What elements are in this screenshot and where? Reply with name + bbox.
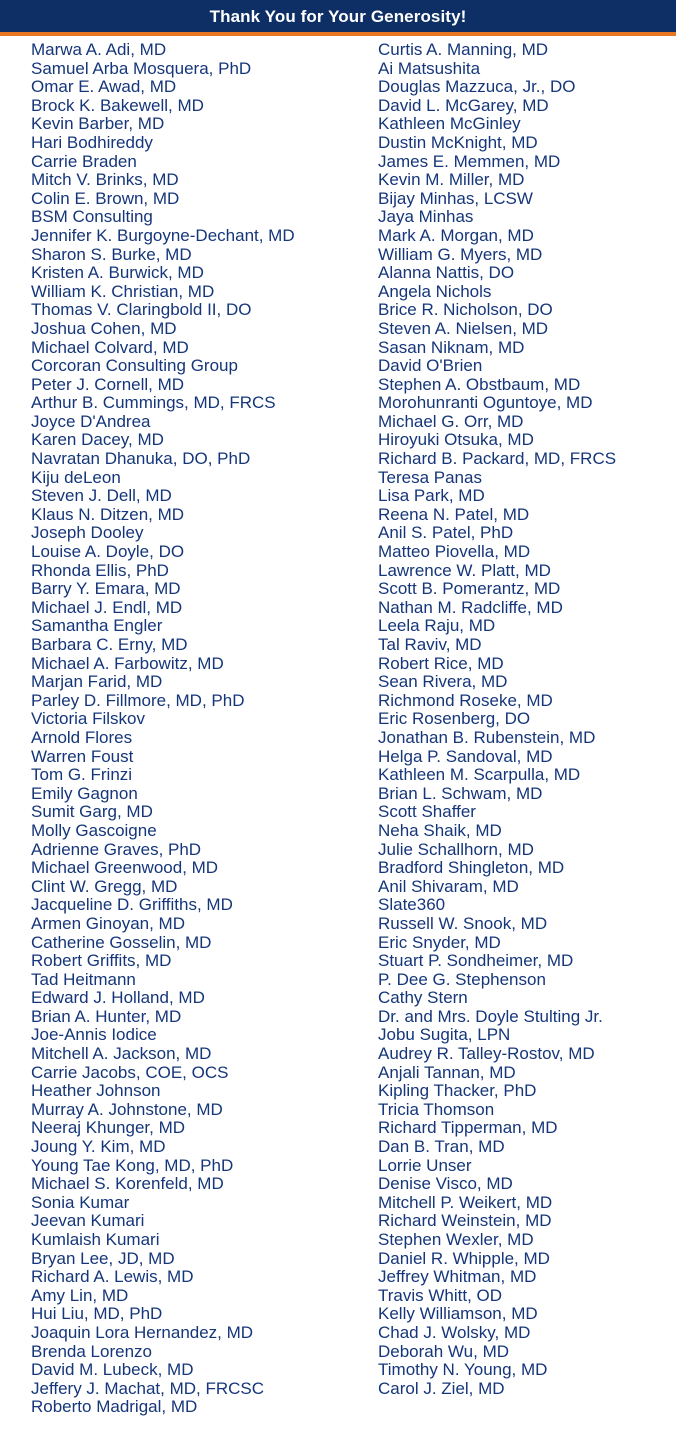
donor-name: Richmond Roseke, MD [378, 690, 553, 710]
donor-name: Marjan Farid, MD [31, 672, 163, 692]
donor-name: Young Tae Kong, MD, PhD [31, 1155, 234, 1175]
donor-name: Michael J. Endl, MD [31, 597, 183, 617]
donor-name: Victoria Filskov [31, 709, 145, 729]
donor-name: Jennifer K. Burgoyne-Dechant, MD [31, 225, 295, 245]
donor-name: Kathleen McGinley [378, 114, 521, 134]
donor-name: Mitch V. Brinks, MD [31, 170, 179, 190]
donor-name: Jaya Minhas [378, 207, 474, 227]
donor-name: Heather Johnson [31, 1081, 161, 1101]
donor-name: Clint W. Gregg, MD [31, 876, 178, 896]
donor-name: Anil S. Patel, PhD [378, 523, 514, 543]
donor-name: Arthur B. Cummings, MD, FRCS [31, 393, 276, 413]
donor-name: Stuart P. Sondheimer, MD [378, 951, 574, 971]
donor-name: Jacqueline D. Griffiths, MD [31, 895, 233, 915]
donor-name: Sean Rivera, MD [378, 672, 508, 692]
donor-name: Leela Raju, MD [378, 616, 496, 636]
donor-name: Kevin Barber, MD [31, 114, 165, 134]
donor-name: Parley D. Fillmore, MD, PhD [31, 690, 245, 710]
donor-name: Mitchell A. Jackson, MD [31, 1044, 212, 1064]
donor-name: Bryan Lee, JD, MD [31, 1248, 175, 1268]
donor-name: Hui Liu, MD, PhD [31, 1304, 163, 1324]
donor-name: David O'Brien [378, 356, 483, 376]
donor-name: Lawrence W. Platt, MD [378, 560, 551, 580]
donor-name: Joung Y. Kim, MD [31, 1137, 166, 1157]
donor-name: Reena N. Patel, MD [378, 504, 530, 524]
donor-name: Kumlaish Kumari [31, 1230, 160, 1249]
donor-name: Scott Shaffer [378, 802, 476, 822]
donor-name: Tom G. Frinzi [31, 765, 133, 785]
donor-name: Richard Tipperman, MD [378, 1118, 558, 1138]
donor-name: BSM Consulting [31, 207, 153, 227]
donor-name: Kipling Thacker, PhD [378, 1081, 537, 1101]
donor-name: Brian A. Hunter, MD [31, 1006, 182, 1026]
donor-name: Kristen A. Burwick, MD [31, 263, 204, 283]
donor-name: Audrey R. Talley-Rostov, MD [378, 1044, 595, 1064]
donor-name: Anjali Tannan, MD [378, 1062, 516, 1082]
donor-name: William G. Myers, MD [378, 244, 543, 264]
donor-name: Teresa Panas [378, 467, 482, 487]
donor-name: Jeevan Kumari [31, 1211, 145, 1231]
donor-name: Richard B. Packard, MD, FRCS [378, 449, 617, 469]
donor-name: Daniel R. Whipple, MD [378, 1248, 550, 1268]
donor-name: Brian L. Schwam, MD [378, 783, 543, 803]
donor-name: Molly Gascoigne [31, 820, 157, 840]
donor-name: Brice R. Nicholson, DO [378, 300, 553, 320]
donor-name: Slate360 [378, 895, 446, 915]
donor-name: Sonia Kumar [31, 1192, 130, 1212]
donor-name: Matteo Piovella, MD [378, 542, 531, 562]
donor-name: Sumit Garg, MD [31, 802, 153, 822]
donor-name: Warren Foust [31, 746, 134, 766]
donor-name: Joshua Cohen, MD [31, 318, 177, 338]
donor-name: Lorrie Unser [378, 1155, 472, 1175]
donor-name: Bradford Shingleton, MD [378, 858, 565, 878]
donor-name: Eric Rosenberg, DO [378, 709, 531, 729]
donor-name: Jonathan B. Rubenstein, MD [378, 727, 596, 747]
donor-name: Deborah Wu, MD [378, 1341, 510, 1361]
donor-name: Anil Shivaram, MD [378, 876, 519, 896]
donor-name: Russell W. Snook, MD [378, 913, 548, 933]
donor-name: Roberto Madrigal, MD [31, 1397, 198, 1417]
donor-name: Alanna Nattis, DO [378, 263, 515, 283]
donor-name: Chad J. Wolsky, MD [378, 1322, 531, 1342]
donor-name: Hari Bodhireddy [31, 132, 153, 152]
page-title: Thank You for Your Generosity! [209, 7, 467, 26]
donor-name: Michael Greenwood, MD [31, 858, 219, 878]
donor-name: Curtis A. Manning, MD [378, 40, 549, 59]
donor-name: Travis Whitt, OD [378, 1285, 503, 1305]
donor-name: Cathy Stern [378, 988, 468, 1008]
donor-name: Robert Griffits, MD [31, 951, 172, 971]
donor-name: William K. Christian, MD [31, 281, 215, 301]
donor-name: Tal Raviv, MD [378, 635, 482, 654]
donor-name: Colin E. Brown, MD [31, 188, 180, 208]
donor-name: Jobu Sugita, LPN [378, 1025, 511, 1045]
donor-name: Peter J. Cornell, MD [31, 374, 185, 394]
donor-name: Emily Gagnon [31, 783, 138, 803]
donor-name: Carrie Jacobs, COE, OCS [31, 1062, 229, 1082]
donor-name: Kathleen M. Scarpulla, MD [378, 765, 581, 785]
donor-name: Joe-Annis Iodice [31, 1025, 157, 1045]
donor-name: David M. Lubeck, MD [31, 1360, 194, 1380]
donor-name: Samuel Arba Mosquera, PhD [31, 58, 252, 78]
donor-name: Jeffrey Whitman, MD [378, 1267, 537, 1287]
donor-name: Steven A. Nielsen, MD [378, 318, 549, 338]
donor-name: Navratan Dhanuka, DO, PhD [31, 449, 251, 469]
donor-name: Nathan M. Radcliffe, MD [378, 597, 563, 617]
donor-name: Richard A. Lewis, MD [31, 1267, 194, 1287]
donor-name: Tricia Thomson [378, 1099, 495, 1119]
donor-name: Eric Snyder, MD [378, 932, 501, 952]
donor-name: Murray A. Johnstone, MD [31, 1099, 223, 1119]
donor-name: Omar E. Awad, MD [31, 77, 177, 97]
donor-name: Kiju deLeon [31, 467, 121, 487]
donor-name: Douglas Mazzuca, Jr., DO [378, 77, 576, 97]
donor-name: Armen Ginoyan, MD [31, 913, 185, 933]
donor-name: Samantha Engler [31, 616, 163, 636]
donor-name: Sasan Niknam, MD [378, 337, 525, 357]
donor-name: Scott B. Pomerantz, MD [378, 579, 561, 599]
donor-name: Robert Rice, MD [378, 653, 504, 673]
donor-name: Thomas V. Claringbold II, DO [31, 300, 252, 320]
donor-name: James E. Memmen, MD [378, 151, 561, 171]
donor-name: Denise Visco, MD [378, 1174, 513, 1194]
donor-name: Timothy N. Young, MD [378, 1360, 548, 1380]
donor-name: Marwa A. Adi, MD [31, 40, 167, 59]
donor-name: Ai Matsushita [378, 58, 481, 78]
donor-name: Joyce D'Andrea [31, 411, 151, 431]
donor-name: Adrienne Graves, PhD [31, 839, 202, 859]
donor-list-right [378, 41, 674, 1398]
donor-name: Amy Lin, MD [31, 1285, 129, 1305]
donor-name: Carol J. Ziel, MD [378, 1378, 505, 1398]
donor-name: Helga P. Sandoval, MD [378, 746, 553, 766]
donor-name: David L. McGarey, MD [378, 95, 549, 115]
donor-name: Barry Y. Emara, MD [31, 579, 181, 599]
donor-name: Kevin M. Miller, MD [378, 170, 525, 190]
donor-name: Brock K. Bakewell, MD [31, 95, 204, 115]
donor-name: Joaquin Lora Hernandez, MD [31, 1322, 254, 1342]
donor-name: Rhonda Ellis, PhD [31, 560, 169, 580]
donor-name: Stephen A. Obstbaum, MD [378, 374, 581, 394]
donor-name: Michael S. Korenfeld, MD [31, 1174, 224, 1194]
donor-name: Barbara C. Erny, MD [31, 635, 188, 654]
donor-name: Jeffery J. Machat, MD, FRCSC [31, 1378, 265, 1398]
donor-name: Catherine Gosselin, MD [31, 932, 212, 952]
donor-name: Julie Schallhorn, MD [378, 839, 534, 859]
donor-name: Bijay Minhas, LCSW [378, 188, 533, 208]
donor-name: Joseph Dooley [31, 523, 144, 543]
donor-name: Hiroyuki Otsuka, MD [378, 430, 534, 450]
donor-name: Dustin McKnight, MD [378, 132, 538, 152]
donor-name: Brenda Lorenzo [31, 1341, 152, 1361]
donor-name: Michael A. Farbowitz, MD [31, 653, 224, 673]
donor-name: Morohunranti Oguntoye, MD [378, 393, 593, 413]
donor-name: Arnold Flores [31, 727, 133, 747]
donor-name: Louise A. Doyle, DO [31, 542, 185, 562]
donor-name: Dan B. Tran, MD [378, 1137, 505, 1157]
donor-name: Dr. and Mrs. Doyle Stulting Jr. [378, 1006, 603, 1026]
donor-list-left [31, 41, 361, 1417]
donor-name: Kelly Williamson, MD [378, 1304, 538, 1324]
donor-name: Michael G. Orr, MD [378, 411, 524, 431]
donor-name: Edward J. Holland, MD [31, 988, 205, 1008]
donor-name: Mark A. Morgan, MD [378, 225, 534, 245]
donor-name: Neeraj Khunger, MD [31, 1118, 186, 1138]
donor-name: Steven J. Dell, MD [31, 486, 172, 506]
donor-name: Angela Nichols [378, 281, 492, 301]
donor-name: Mitchell P. Weikert, MD [378, 1192, 553, 1212]
donor-name: Sharon S. Burke, MD [31, 244, 192, 264]
donor-name: Lisa Park, MD [378, 486, 485, 506]
header-banner [0, 0, 676, 36]
donor-name: Corcoran Consulting Group [31, 356, 238, 376]
donor-name: Stephen Wexler, MD [378, 1230, 534, 1249]
donor-name: Klaus N. Ditzen, MD [31, 504, 185, 524]
donor-name: P. Dee G. Stephenson [378, 969, 546, 989]
donor-name: Michael Colvard, MD [31, 337, 189, 357]
donor-name: Karen Dacey, MD [31, 430, 164, 450]
donor-name: Neha Shaik, MD [378, 820, 502, 840]
donor-name: Richard Weinstein, MD [378, 1211, 552, 1231]
donor-name: Carrie Braden [31, 151, 137, 171]
donor-name: Tad Heitmann [31, 969, 136, 989]
